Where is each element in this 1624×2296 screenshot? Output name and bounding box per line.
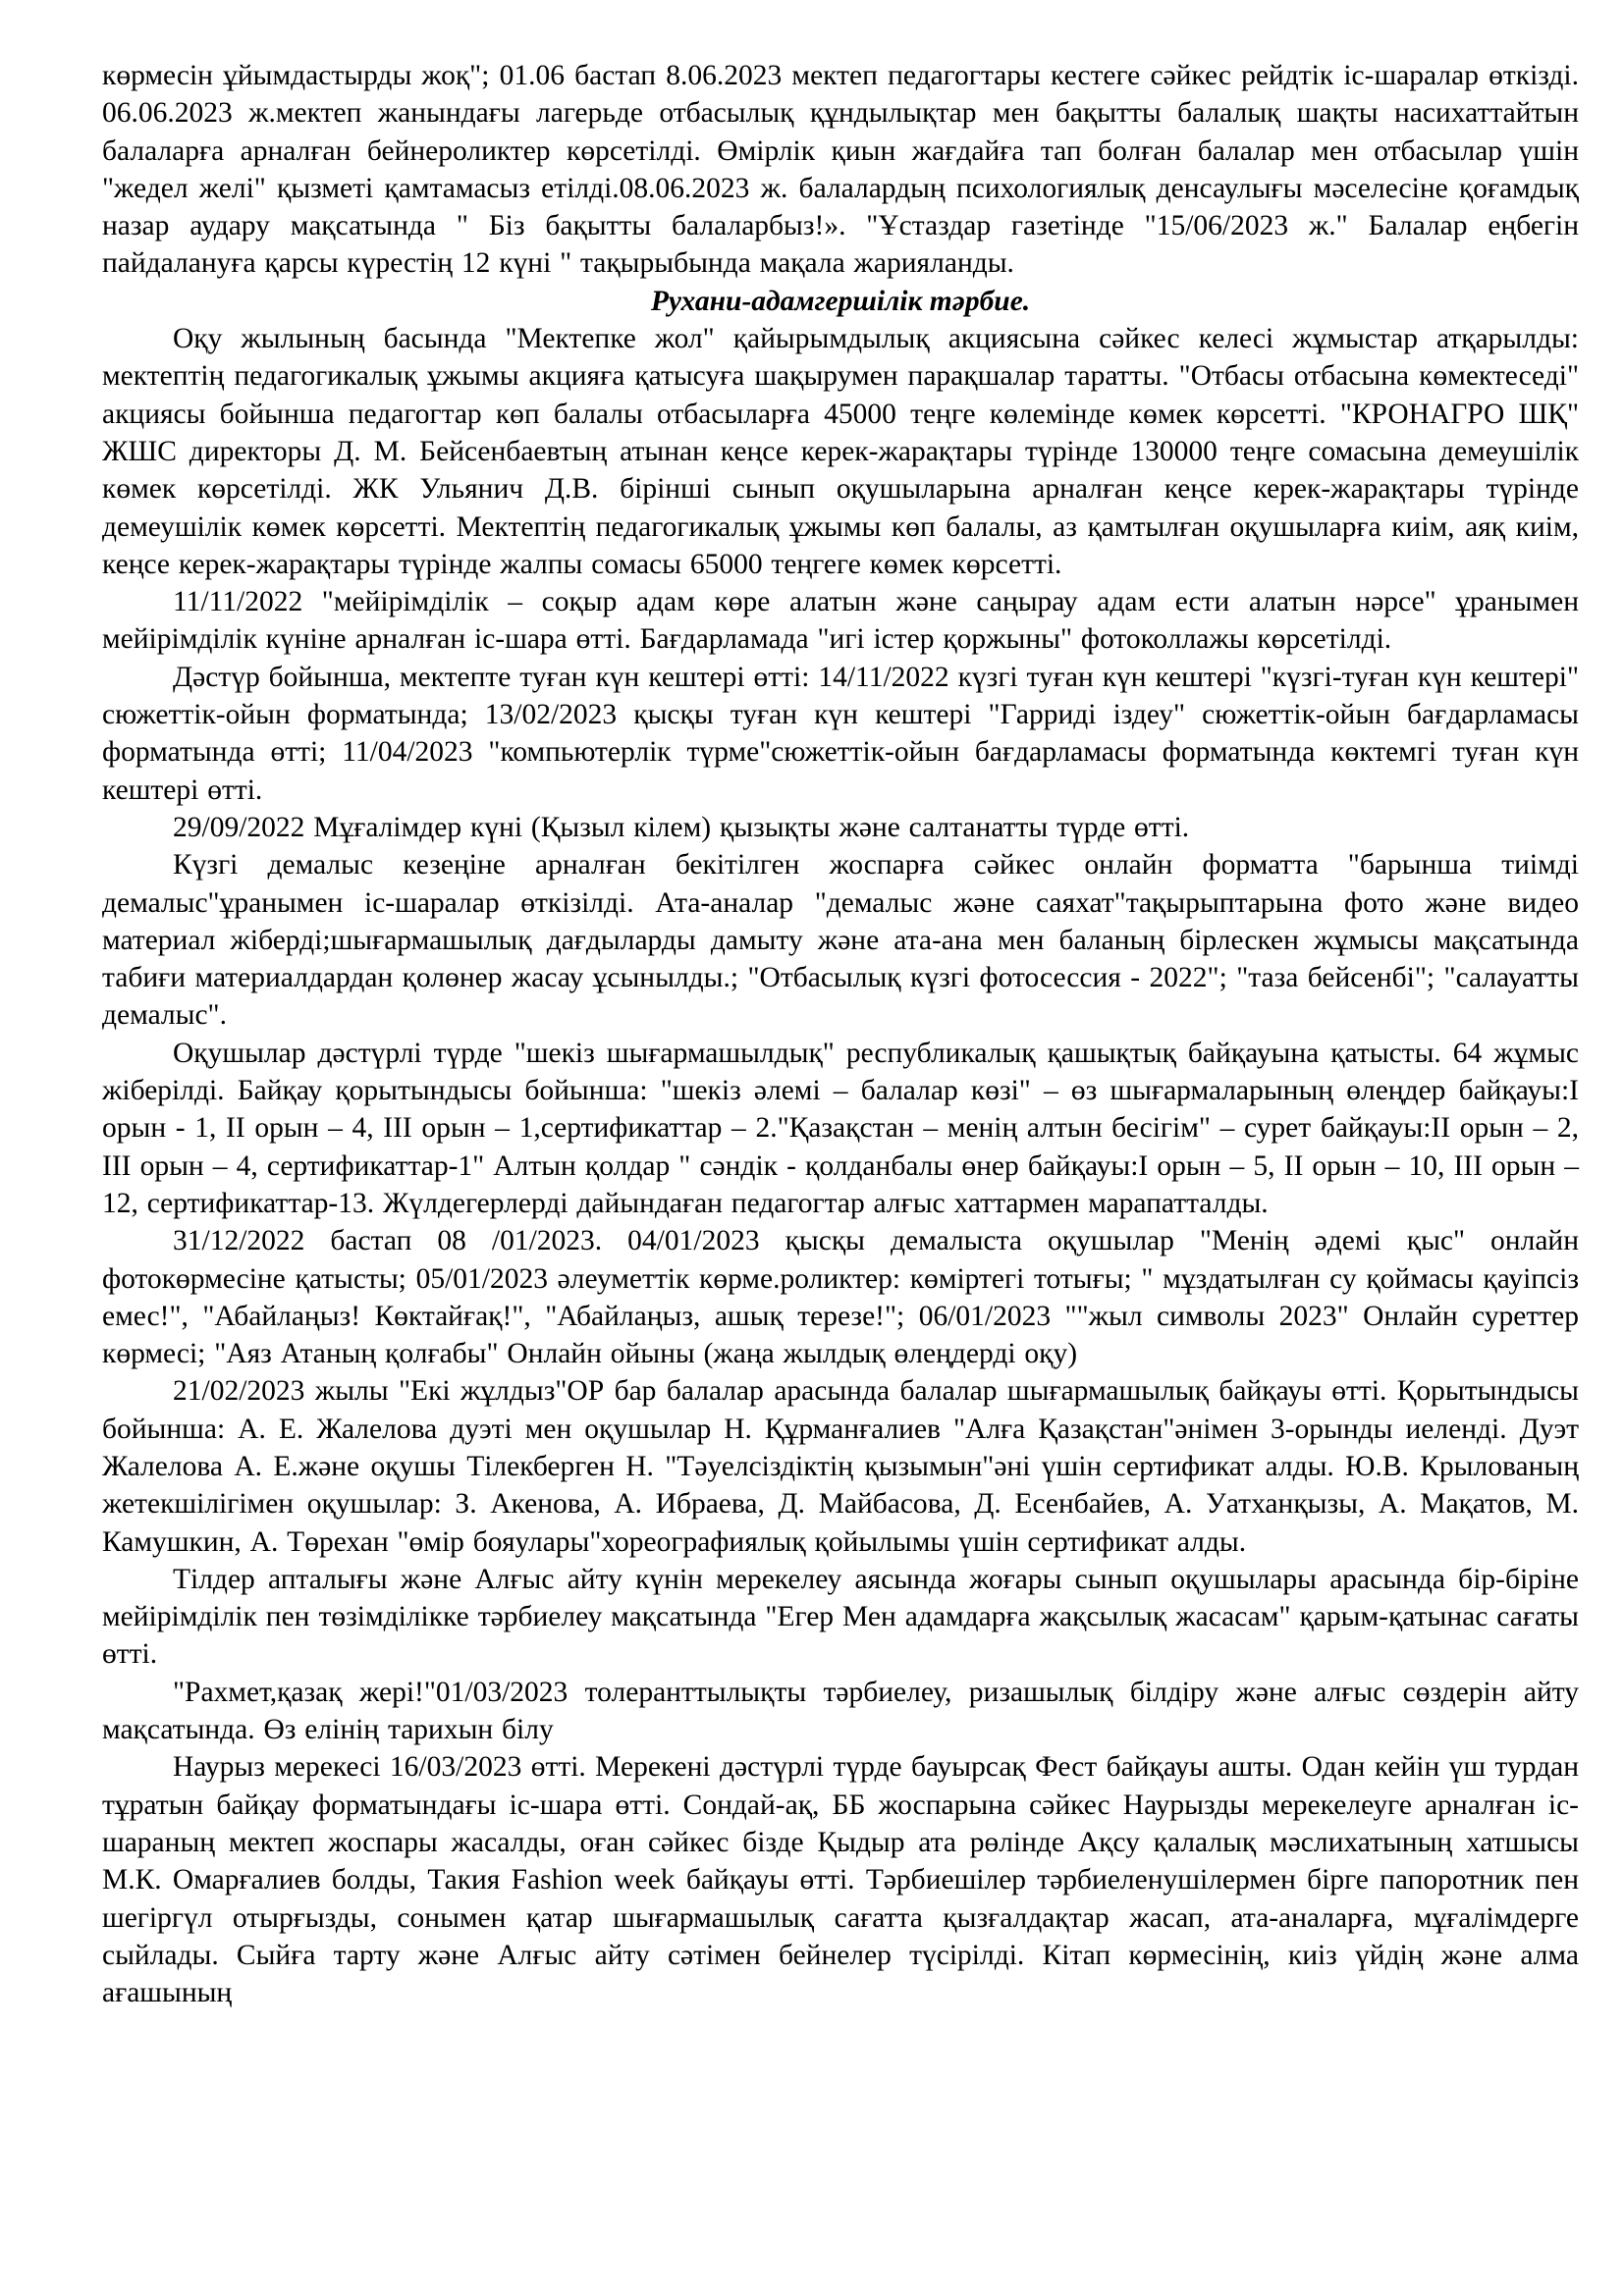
paragraph-teachers-day: 29/09/2022 Мұғалімдер күні (Қызыл кілем) қызықты және салтанатты түрде өтті. [173,811,1190,843]
section-heading-spiritual-moral-education: Рухани-адамгершілік тәрбие. [650,285,1031,317]
paragraph-autumn-holidays: Күзгі демалыс кезеңіне арналған бекітілген жоспарға сәйкес онлайн форматта "барынша тиімді демалыс"ұранымен іс-шаралар өткізілді. Ата-аналар "демалыс және саяхат"тақырыптарына фото және видео материал жіберді;шығармашылық дағдыларды дамыту және ата-ана мен баланың бірлескен жұмысы мақсатында табиғи материалдардан қолөнер жасау ұсынылды.; "Отбасылық күзгі фотосессия - 2022"; "таза бейсенбі"; "салауатты демалыс". [102,849,1579,1032]
paragraph-republican-contest-results: Оқушылар дәстүрлі түрде "шекіз шығармашылдық" республикалық қашықтық байқауына қатысты. 64 жұмыс жіберілді. Байқау қорытындысы бойынша: "шекіз әлемі – балалар көзі" – өз шығармаларының өлеңдер байқауы:I орын - 1, II орын – 4, III орын – 1,сертификаттар – 2."Қазақстан – менің алтын бесігім" – сурет байқауы:II орын – 2, III орын – 4, сертификаттар-1" Алтын қолдар " сәндік - қолданбалы өнер байқауы:I орын – 5, II орын – 10, III орын – 12, сертификаттар-13. Жүлдегерлерді дайындаған педагогтар алғыс хаттармен марапатталды. [102,1037,1579,1219]
paragraph-charity-campaign: Оқу жылының басында "Мектепке жол" қайырымдылық акциясына сәйкес келесі жұмыстар атқарылды: мектептің педагогикалық ұжымы акцияға қатысуға шақырумен парақшалар таратты. "Отбасы отбасына көмектеседі" акциясы бойынша педагогтар көп балалы отбасыларға 45000 теңге көлемінде көмек көрсетті. "КРОНАГРО ШҚ" ЖШС директоры Д. М. Бейсенбаевтың атынан кеңсе керек-жарақтары түрінде 130000 теңге сомасына демеушілік көмек көрсетілді. ЖК Ульянич Д.В. бірінші сынып оқушыларына арналған кеңсе керек-жарақтары түрінде демеушілік көмек көрсетті. Мектептің педагогикалық ұжымы көп балалы, аз қамтылған оқушыларға киім, аяқ киім, кеңсе керек-жарақтары түрінде жалпы сомасы 65000 теңгеге көмек көрсетті. [102,323,1579,580]
paragraph-language-week: Тілдер апталығы және Алғыс айту күнін мерекелеу аясында жоғары сынып оқушылары арасында бір-біріне мейірімділік пен төзімділікке тәрбиелеу мақсатында "Егер Мен адамдарға жақсылық жасасам" қарым-қатынас сағаты өтті. [102,1563,1579,1671]
paragraph-continuation-events-june: көрмесін ұйымдастырды жоқ"; 01.06 бастап 8.06.2023 мектеп педагогтары кестеге сәйкес рейдтік іс-шаралар өткізді. 06.06.2023 ж.мектеп жанындағы лагерьде отбасылық құндылықтар мен бақытты балалық шақты насихаттайтын балаларға арналған бейнероликтер көрсетілді. Өмірлік қиын жағдайға тап болған балалар мен отбасылар үшін "жедел желі" қызметі қамтамасыз етілді.08.06.2023 ж. балалардың психологиялық денсаулығы мәселесіне қоғамдық назар аудару мақсатында " Біз бақытты балаларбыз!». "Ұстаздар газетінде "15/06/2023 ж." Балалар еңбегін пайдалануға қарсы күрестің 12 күні " тақырыбында мақала жарияланды. [102,60,1579,280]
paragraph-two-stars-contest: 21/02/2023 жылы "Екі жұлдыз"ОР бар балалар арасында балалар шығармашылық байқауы өтті. Қорытындысы бойынша: А. Е. Жалелова дуэті мен оқушылар Н. Құрманғалиев "Алға Қазақстан"әнімен 3-орынды иеленді. Дуэт Жалелова А. Е.және оқушы Тілекберген Н. "Тәуелсіздіктің қызымын"әні үшін сертификат алды. Ю.В. Крылованың жетекшілігімен оқушылар: З. Акенова, А. Ибраева, Д. Майбасова, Д. Есенбайев, А. Уатханқызы, А. Мақатов, М. Камушкин, А. Төрехан "өмір бояулары"хореографиялық қойылымы үшін сертификат алды. [102,1375,1579,1558]
paragraph-gratitude-day: "Рахмет,қазақ жері!"01/03/2023 толеранттылықты тәрбиелеу, ризашылық білдіру және алғыс сөздерін айту мақсатында. Өз елінің тарихын білу [102,1676,1579,1746]
paragraph-nauryz-celebration: Наурыз мерекесі 16/03/2023 өтті. Мерекені дәстүрлі түрде бауырсақ Фест байқауы ашты. Одан кейін үш турдан тұратын байқау форматындағы іс-шара өтті. Сондай-ақ, ББ жоспарына сәйкес Наурызды мерекелеуге арналған іс-шараның мектеп жоспары жасалды, оған сәйкес бізде Қыдыр ата рөлінде Ақсу қалалық мәслихатының хатшысы М.К. Омарғалиев болды, Такия Fashion week байқауы өтті. Тәрбиешілер тәрбиеленушілермен бірге папоротник пен шегіргүл отырғызды, сонымен қатар шығармашылық сағатта қызғалдақтар жасап, ата-аналарға, мұғалімдерге сыйлады. Сыйға тарту және Алғыс айту сәтімен бейнелер түсірілді. Кітап көрмесінің, киіз үйдің және алма ағашының [102,1751,1579,2009]
paragraph-birthday-parties: Дәстүр бойынша, мектепте туған күн кештері өтті: 14/11/2022 күзгі туған күн кештері "күзгі-туған күн кештері" сюжеттік-ойын форматында; 13/02/2023 қысқы туған күн кештері "Гарриді іздеу" сюжеттік-ойын бағдарламасы форматында өтті; 11/04/2023 "компьютерлік түрме"сюжеттік-ойын бағдарламасы форматында көктемгі туған күн кештері өтті. [102,661,1579,806]
paragraph-kindness-day: 11/11/2022 "мейірімділік – соқыр адам көре алатын және саңырау адам ести алатын нәрсе" ұранымен мейірімділік күніне арналған іс-шара өтті. Бағдарламада "игі істер қоржыны" фотоколлажы көрсетілді. [102,586,1579,656]
paragraph-winter-holidays-events: 31/12/2022 бастап 08 /01/2023. 04/01/2023 қысқы демалыста оқушылар "Менің әдемі қыс" онлайн фотокөрмесіне қатысты; 05/01/2023 әлеуметтік көрме.роликтер: көміртегі тотығы; " мұздатылған су қоймасы қауіпсіз емес!", "Абайлаңыз! Көктайғақ!", "Абайлаңыз, ашық терезе!"; 06/01/2023 ""жыл символы 2023" Онлайн суреттер көрмесі; "Аяз Атаның қолғабы" Онлайн ойыны (жаңа жылдық өлеңдерді оқу) [102,1225,1579,1370]
